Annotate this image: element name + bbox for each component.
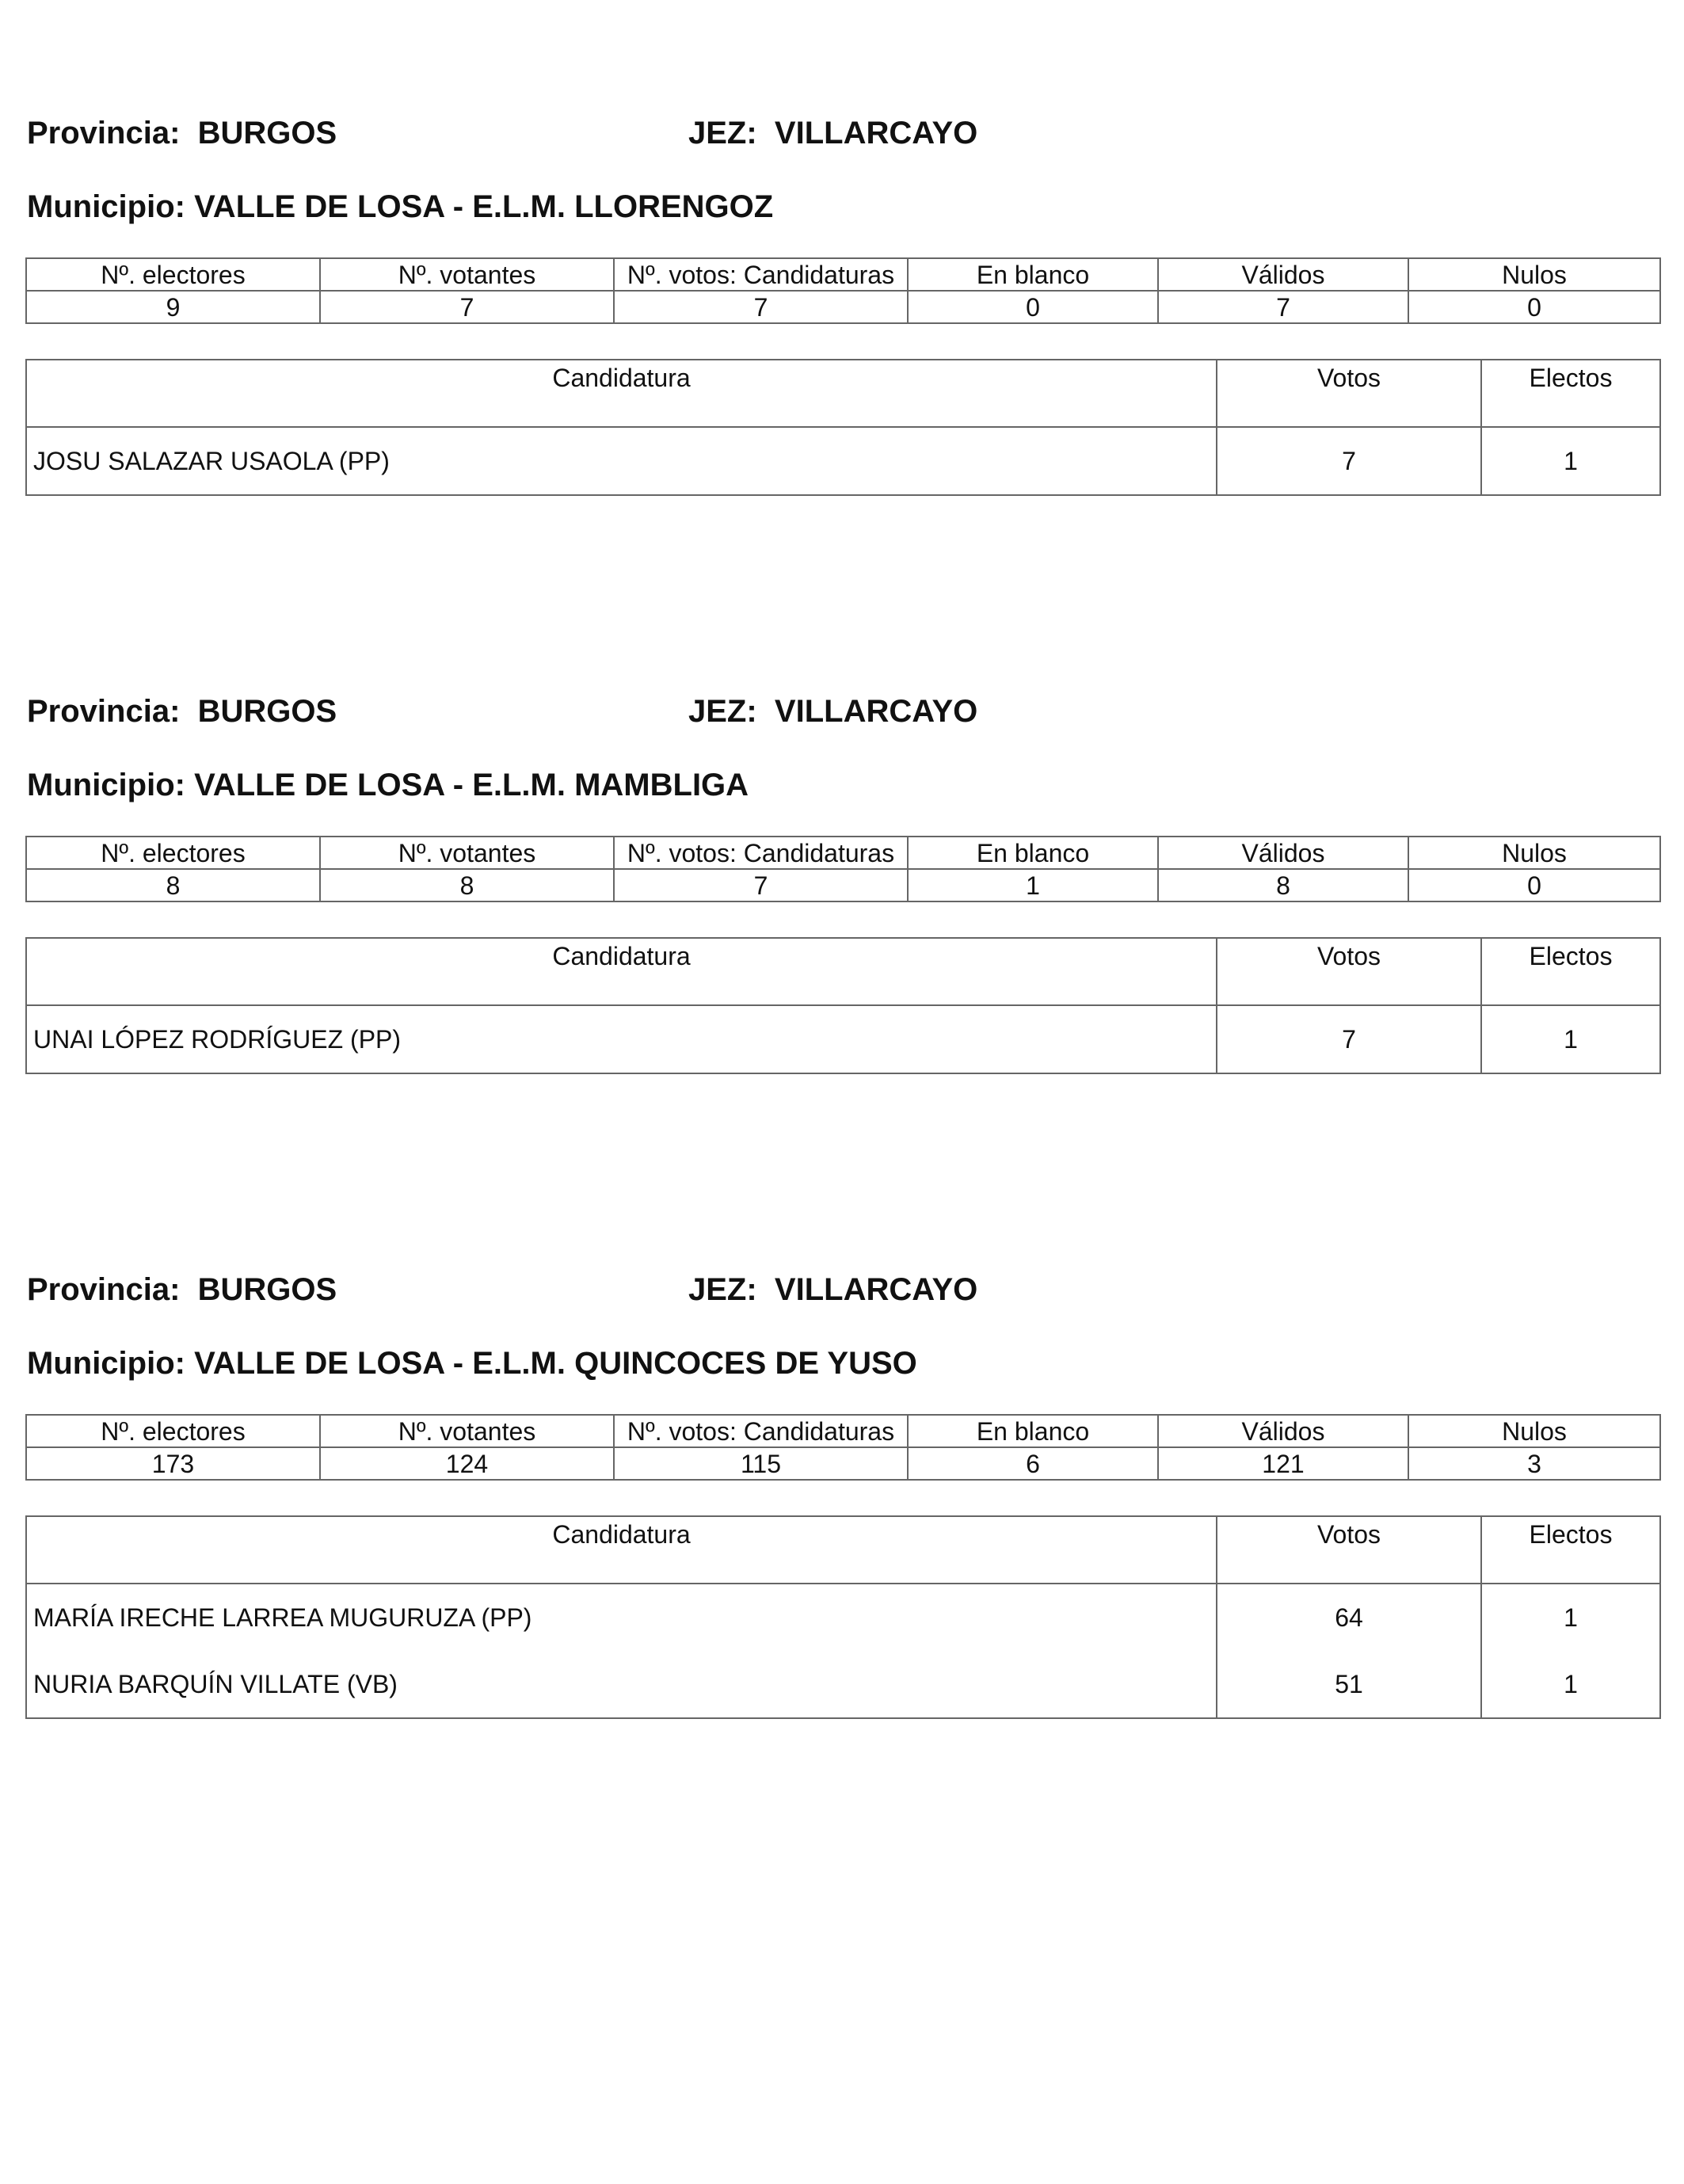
- stats-value-votos-candidaturas: 7: [614, 291, 908, 323]
- stats-header-row: [26, 1415, 1660, 1447]
- stats-header-validos: Válidos: [1158, 1415, 1408, 1447]
- jez-label: JEZ:: [688, 116, 757, 151]
- stats-value-votantes: 7: [320, 291, 614, 323]
- stats-table: [25, 836, 1661, 902]
- jez-line: [688, 117, 977, 149]
- stats-header-nulos: Nulos: [1408, 837, 1660, 869]
- candidate-electos: 1: [1481, 427, 1660, 495]
- provincia-label: Provincia:: [27, 116, 181, 151]
- stats-header-electores: Nº. electores: [26, 1415, 320, 1447]
- municipio-label: Municipio:: [27, 1346, 185, 1381]
- stats-header-en-blanco: En blanco: [908, 1415, 1158, 1447]
- provincia-label: Provincia:: [27, 1272, 181, 1307]
- municipio-label: Municipio:: [27, 768, 185, 802]
- municipio-line: [27, 1347, 917, 1379]
- stats-header-validos: Válidos: [1158, 258, 1408, 291]
- jez-line: [688, 1274, 977, 1305]
- provincia-value: BURGOS: [197, 694, 337, 729]
- candidates-table: [25, 1515, 1661, 1719]
- jez-label: JEZ:: [688, 694, 757, 729]
- candidate-name: NURIA BARQUÍN VILLATE (VB): [26, 1651, 1217, 1718]
- stats-value-electores: 173: [26, 1447, 320, 1480]
- stats-header-votantes: Nº. votantes: [320, 1415, 614, 1447]
- candidates-header-row: [26, 360, 1660, 427]
- stats-header-votantes: Nº. votantes: [320, 837, 614, 869]
- provincia-line: [27, 1274, 337, 1305]
- candidate-electos: 1: [1481, 1651, 1660, 1718]
- stats-value-validos: 7: [1158, 291, 1408, 323]
- header-electos: Electos: [1481, 938, 1660, 1005]
- stats-value-en-blanco: 1: [908, 869, 1158, 901]
- stats-value-nulos: 0: [1408, 291, 1660, 323]
- candidate-votos: 64: [1217, 1584, 1481, 1651]
- stats-header-validos: Válidos: [1158, 837, 1408, 869]
- candidate-row: [26, 427, 1660, 495]
- candidates-header-row: [26, 938, 1660, 1005]
- header-votos: Votos: [1217, 1516, 1481, 1584]
- stats-value-nulos: 3: [1408, 1447, 1660, 1480]
- municipio-value: VALLE DE LOSA - E.L.M. QUINCOCES DE YUSO: [194, 1346, 917, 1381]
- stats-header-row: [26, 258, 1660, 291]
- municipio-label: Municipio:: [27, 189, 185, 224]
- stats-header-nulos: Nulos: [1408, 258, 1660, 291]
- stats-header-electores: Nº. electores: [26, 258, 320, 291]
- header-votos: Votos: [1217, 938, 1481, 1005]
- jez-line: [688, 696, 977, 727]
- candidate-row: [26, 1651, 1660, 1718]
- candidate-row: [26, 1005, 1660, 1073]
- stats-value-electores: 8: [26, 869, 320, 901]
- candidate-row: [26, 1584, 1660, 1651]
- stats-value-row: [26, 291, 1660, 323]
- stats-header-votantes: Nº. votantes: [320, 258, 614, 291]
- candidate-votos: 7: [1217, 427, 1481, 495]
- stats-value-validos: 8: [1158, 869, 1408, 901]
- stats-table: [25, 1414, 1661, 1481]
- candidate-name: MARÍA IRECHE LARREA MUGURUZA (PP): [26, 1584, 1217, 1651]
- stats-value-en-blanco: 0: [908, 291, 1158, 323]
- stats-value-en-blanco: 6: [908, 1447, 1158, 1480]
- header-votos: Votos: [1217, 360, 1481, 427]
- stats-header-electores: Nº. electores: [26, 837, 320, 869]
- jez-value: VILLARCAYO: [774, 116, 978, 151]
- candidate-votos: 7: [1217, 1005, 1481, 1073]
- stats-header-en-blanco: En blanco: [908, 837, 1158, 869]
- header-candidatura: Candidatura: [26, 938, 1217, 1005]
- candidate-name: JOSU SALAZAR USAOLA (PP): [26, 427, 1217, 495]
- jez-label: JEZ:: [688, 1272, 757, 1307]
- header-electos: Electos: [1481, 1516, 1660, 1584]
- stats-table: [25, 257, 1661, 324]
- stats-header-votos-candidaturas: Nº. votos: Candidaturas: [614, 837, 908, 869]
- stats-value-votantes: 124: [320, 1447, 614, 1480]
- stats-value-row: [26, 869, 1660, 901]
- municipio-value: VALLE DE LOSA - E.L.M. LLORENGOZ: [194, 189, 774, 224]
- stats-header-row: [26, 837, 1660, 869]
- provincia-line: [27, 117, 337, 149]
- candidate-electos: 1: [1481, 1005, 1660, 1073]
- candidate-electos: 1: [1481, 1584, 1660, 1651]
- provincia-value: BURGOS: [197, 116, 337, 151]
- provincia-label: Provincia:: [27, 694, 181, 729]
- municipio-line: [27, 191, 773, 223]
- jez-value: VILLARCAYO: [774, 694, 978, 729]
- stats-value-nulos: 0: [1408, 869, 1660, 901]
- stats-value-electores: 9: [26, 291, 320, 323]
- provincia-line: [27, 696, 337, 727]
- stats-value-row: [26, 1447, 1660, 1480]
- candidates-header-row: [26, 1516, 1660, 1584]
- stats-header-votos-candidaturas: Nº. votos: Candidaturas: [614, 1415, 908, 1447]
- candidates-table: [25, 359, 1661, 496]
- provincia-value: BURGOS: [197, 1272, 337, 1307]
- stats-value-validos: 121: [1158, 1447, 1408, 1480]
- stats-value-votantes: 8: [320, 869, 614, 901]
- municipio-value: VALLE DE LOSA - E.L.M. MAMBLIGA: [194, 768, 749, 802]
- stats-header-votos-candidaturas: Nº. votos: Candidaturas: [614, 258, 908, 291]
- candidates-table: [25, 937, 1661, 1074]
- header-electos: Electos: [1481, 360, 1660, 427]
- header-candidatura: Candidatura: [26, 360, 1217, 427]
- stats-value-votos-candidaturas: 7: [614, 869, 908, 901]
- municipio-line: [27, 769, 749, 801]
- jez-value: VILLARCAYO: [774, 1272, 978, 1307]
- candidate-name: UNAI LÓPEZ RODRÍGUEZ (PP): [26, 1005, 1217, 1073]
- candidate-votos: 51: [1217, 1651, 1481, 1718]
- header-candidatura: Candidatura: [26, 1516, 1217, 1584]
- stats-header-nulos: Nulos: [1408, 1415, 1660, 1447]
- stats-header-en-blanco: En blanco: [908, 258, 1158, 291]
- stats-value-votos-candidaturas: 115: [614, 1447, 908, 1480]
